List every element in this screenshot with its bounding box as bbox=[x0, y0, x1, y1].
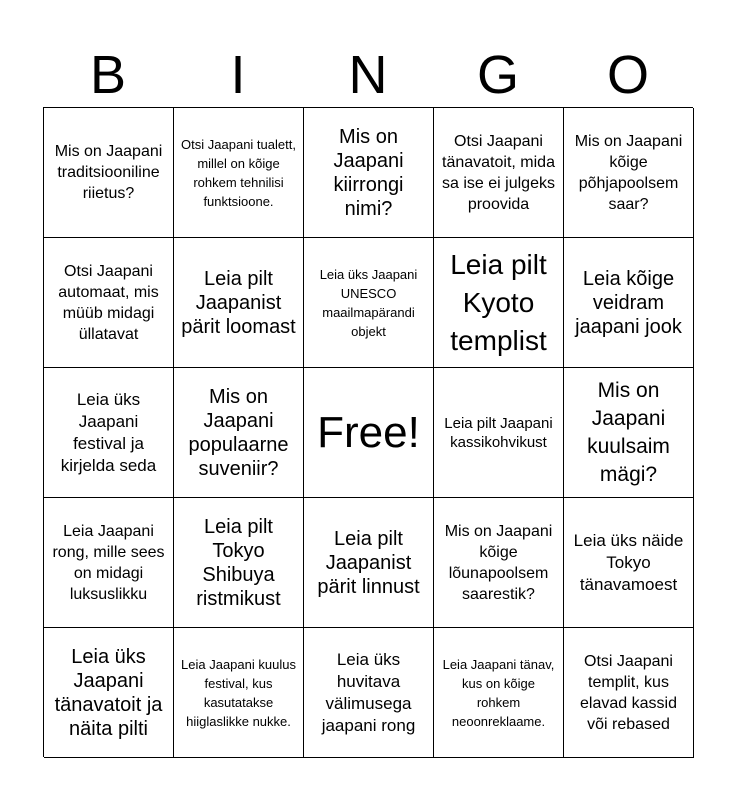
bingo-cell-r4c2[interactable] bbox=[174, 498, 304, 628]
bingo-cell-text: Otsi Jaapani tänavatoit, mida sa ise ei julgeks proovida bbox=[442, 132, 555, 213]
bingo-cell-r5c5[interactable] bbox=[564, 628, 694, 758]
header-letter-i: I bbox=[230, 45, 246, 105]
bingo-cell-text: Leia üks Jaapani UNESCO maailmapärandi objekt bbox=[319, 266, 418, 339]
bingo-cell-text: Leia pilt Kyoto templist bbox=[450, 248, 547, 356]
bingo-cell-r5c1[interactable] bbox=[44, 628, 174, 758]
header-letter-n: N bbox=[348, 45, 388, 105]
header-letter-g: G bbox=[476, 45, 519, 105]
bingo-cell-r4c1[interactable] bbox=[44, 498, 174, 628]
bingo-cell-text: Leia pilt Jaapani kassikohvikust bbox=[444, 414, 553, 451]
bingo-cell-r1c4[interactable] bbox=[434, 108, 564, 238]
bingo-cell-r3c4[interactable] bbox=[434, 368, 564, 498]
header-letter-b: B bbox=[89, 45, 127, 105]
bingo-cell-text: Leia Jaapani kuulus festival, kus kasutatakse hiiglaslikke nukke. bbox=[181, 656, 296, 729]
bingo-cell-text: Otsi Jaapani templit, kus elavad kassid või rebased bbox=[580, 652, 677, 733]
bingo-cell-text: Leia Jaapani rong, mille sees on midagi luksuslikku bbox=[52, 522, 165, 603]
bingo-cell-text: Leia pilt Jaapanist pärit linnust bbox=[317, 527, 420, 598]
bingo-cell-text: Leia üks näide Tokyo tänavamoest bbox=[573, 530, 684, 594]
bingo-cell-r5c3[interactable] bbox=[304, 628, 434, 758]
bingo-cell-r1c3[interactable] bbox=[304, 108, 434, 238]
bingo-cell-text: Leia üks Jaapani tänavatoit ja näita pilti bbox=[54, 645, 163, 740]
bingo-cell-r3c5[interactable] bbox=[564, 368, 694, 498]
bingo-cell-free[interactable] bbox=[304, 368, 434, 498]
bingo-cell-text: Mis on Jaapani populaarne suveniir? bbox=[188, 385, 289, 480]
bingo-cell-r1c5[interactable] bbox=[564, 108, 694, 238]
bingo-cell-r2c1[interactable] bbox=[44, 238, 174, 368]
bingo-cell-r2c3[interactable] bbox=[304, 238, 434, 368]
bingo-board bbox=[43, 107, 693, 757]
bingo-cell-text: Otsi Jaapani automaat, mis müüb midagi üllatavat bbox=[58, 262, 159, 343]
bingo-cell-text: Mis on Jaapani traditsiooniline riietus? bbox=[54, 143, 163, 202]
bingo-cell-r1c1[interactable] bbox=[44, 108, 174, 238]
header-letter-o: O bbox=[606, 45, 649, 105]
bingo-cell-r4c4[interactable] bbox=[434, 498, 564, 628]
bingo-cell-r3c1[interactable] bbox=[44, 368, 174, 498]
bingo-cell-r5c4[interactable] bbox=[434, 628, 564, 758]
bingo-cell-text: Leia üks huvitava välimusega jaapani rong bbox=[321, 649, 416, 735]
bingo-cell-text: Leia Jaapani tänav, kus on kõige rohkem neoonreklaame. bbox=[442, 656, 555, 729]
bingo-cell-text: Leia pilt Tokyo Shibuya ristmikust bbox=[196, 515, 281, 610]
bingo-cell-text: Mis on Jaapani kõige põhjapoolsem saar? bbox=[574, 132, 683, 213]
bingo-cell-text: Mis on Jaapani kõige lõunapoolsem saarestik? bbox=[444, 522, 553, 603]
bingo-cell-text: Mis on Jaapani kuulsaim mägi? bbox=[587, 378, 670, 486]
bingo-cell-r1c2[interactable] bbox=[174, 108, 304, 238]
bingo-cell-r5c2[interactable] bbox=[174, 628, 304, 758]
bingo-cell-text: Mis on Jaapani kiirrongi nimi? bbox=[333, 125, 404, 220]
free-space-text: Free! bbox=[317, 407, 420, 457]
bingo-cell-r2c4[interactable] bbox=[434, 238, 564, 368]
bingo-cell-text: Leia kõige veidram jaapani jook bbox=[575, 267, 682, 338]
bingo-header bbox=[43, 44, 693, 106]
bingo-cell-text: Leia pilt Jaapanist pärit loomast bbox=[181, 267, 296, 338]
bingo-cell-r4c5[interactable] bbox=[564, 498, 694, 628]
bingo-cell-r2c2[interactable] bbox=[174, 238, 304, 368]
bingo-cell-text: Otsi Jaapani tualett, millel on kõige rohkem tehnilisi funktsioone. bbox=[181, 136, 296, 209]
bingo-cell-r2c5[interactable] bbox=[564, 238, 694, 368]
bingo-cell-r4c3[interactable] bbox=[304, 498, 434, 628]
bingo-cell-text: Leia üks Jaapani festival ja kirjelda seda bbox=[60, 389, 157, 475]
bingo-cell-r3c2[interactable] bbox=[174, 368, 304, 498]
